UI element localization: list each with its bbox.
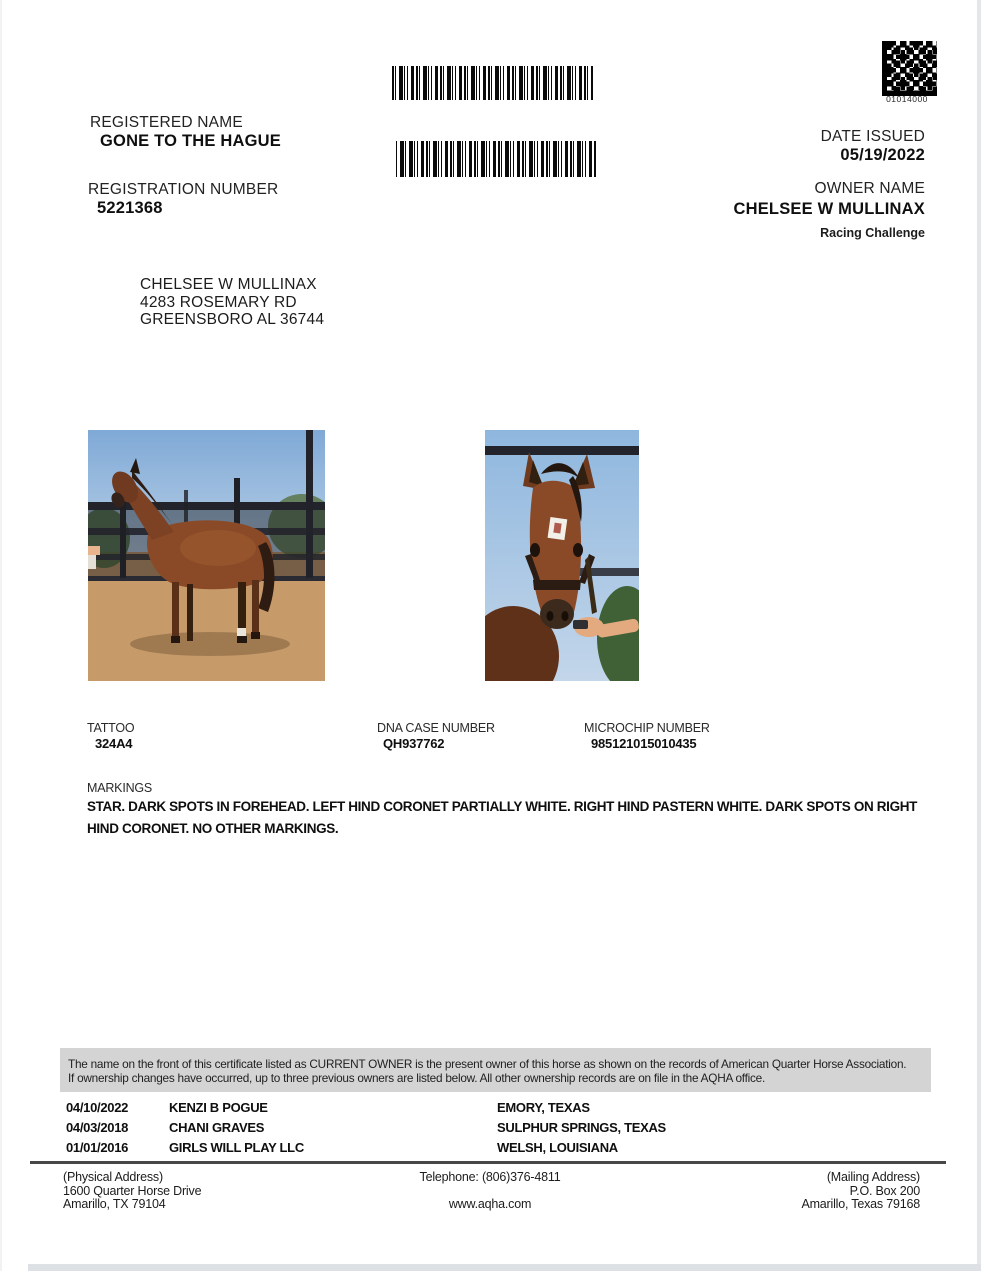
owner-name-value: CHELSEE W MULLINAX [733,200,925,218]
footer-contact [340,1171,640,1212]
ownership-notice-line2: If ownership changes have occurred, up to three previous owners are listed below. All other ownership records are on file in the AQHA office. [68,1071,766,1085]
owner-history-date: 04/10/2022 [66,1100,129,1115]
dna-case-number-label: DNA CASE NUMBER [377,721,495,735]
owner-address-block [140,276,324,329]
date-issued-value: 05/19/2022 [840,146,925,164]
owner-history-date: 01/01/2016 [66,1140,129,1155]
owner-address-line1: CHELSEE W MULLINAX [140,276,317,293]
owner-address-line2: 4283 ROSEMARY RD [140,293,297,311]
datamatrix-code-icon [882,41,937,96]
horse-front-photo [485,430,639,681]
footer-physical-address [63,1171,201,1212]
markings-label: MARKINGS [87,781,153,795]
owner-history-name: GIRLS WILL PLAY LLC [169,1140,304,1155]
ownership-notice-box [60,1048,931,1092]
registration-number-value: 5221368 [97,199,163,217]
tattoo-label: TATTOO [87,721,135,735]
footer-physical-line2: Amarillo, TX 79104 [63,1197,166,1211]
page-edge-bottom [28,1264,981,1271]
tattoo-value: 324A4 [95,736,133,751]
owner-history-location: WELSH, LOUISIANA [497,1140,618,1155]
barcode-top-icon [392,66,593,100]
owner-name-label: OWNER NAME [814,180,925,197]
owner-history-date: 04/03/2018 [66,1120,129,1135]
footer-mailing-label: (Mailing Address) [826,1170,920,1184]
owner-history-location: SULPHUR SPRINGS, TEXAS [497,1120,666,1135]
date-issued-label: DATE ISSUED [820,128,925,145]
footer-physical-label: (Physical Address) [63,1170,163,1184]
page-edge-right [977,0,981,1271]
registered-name-value: GONE TO THE HAGUE [100,132,281,150]
registration-number-label: REGISTRATION NUMBER [88,181,279,198]
barcode-bottom-icon [395,141,596,177]
footer-telephone: Telephone: (806)376-4811 [419,1170,561,1184]
footer-divider [30,1161,946,1164]
microchip-number-label: MICROCHIP NUMBER [584,721,710,735]
footer-mailing-address [620,1171,920,1212]
ownership-notice-line1: The name on the front of this certificate listed as CURRENT OWNER is the present owner of this horse as shown on the records of American Quarter Horse Association. [68,1057,907,1071]
registered-name-label: REGISTERED NAME [90,114,243,131]
owner-program-label: Racing Challenge [820,226,925,240]
owner-history-name: KENZI B POGUE [169,1100,268,1115]
microchip-number-value: 985121015010435 [591,736,697,751]
dna-case-number-value: QH937762 [383,736,445,751]
horse-side-photo [88,430,325,681]
owner-history-location: EMORY, TEXAS [497,1100,590,1115]
markings-text-line1: STAR. DARK SPOTS IN FOREHEAD. LEFT HIND CORONET PARTIALLY WHITE. RIGHT HIND PASTERN WHITE. DARK SPOTS ON RIGHT [87,799,918,814]
owner-address-line3: GREENSBORO AL 36744 [140,311,325,328]
footer-physical-line1: 1600 Quarter Horse Drive [63,1183,202,1198]
footer-mailing-line2: Amarillo, Texas 79168 [801,1197,920,1211]
footer-contact-spacer [340,1185,640,1199]
page-edge-left [0,0,2,1271]
footer-website: www.aqha.com [448,1197,532,1211]
markings-text-line2: HIND CORONET. NO OTHER MARKINGS. [87,821,339,836]
footer-mailing-line1: P.O. Box 200 [849,1183,920,1198]
owner-history-name: CHANI GRAVES [169,1120,265,1135]
datamatrix-label: 01014000 [886,94,928,104]
